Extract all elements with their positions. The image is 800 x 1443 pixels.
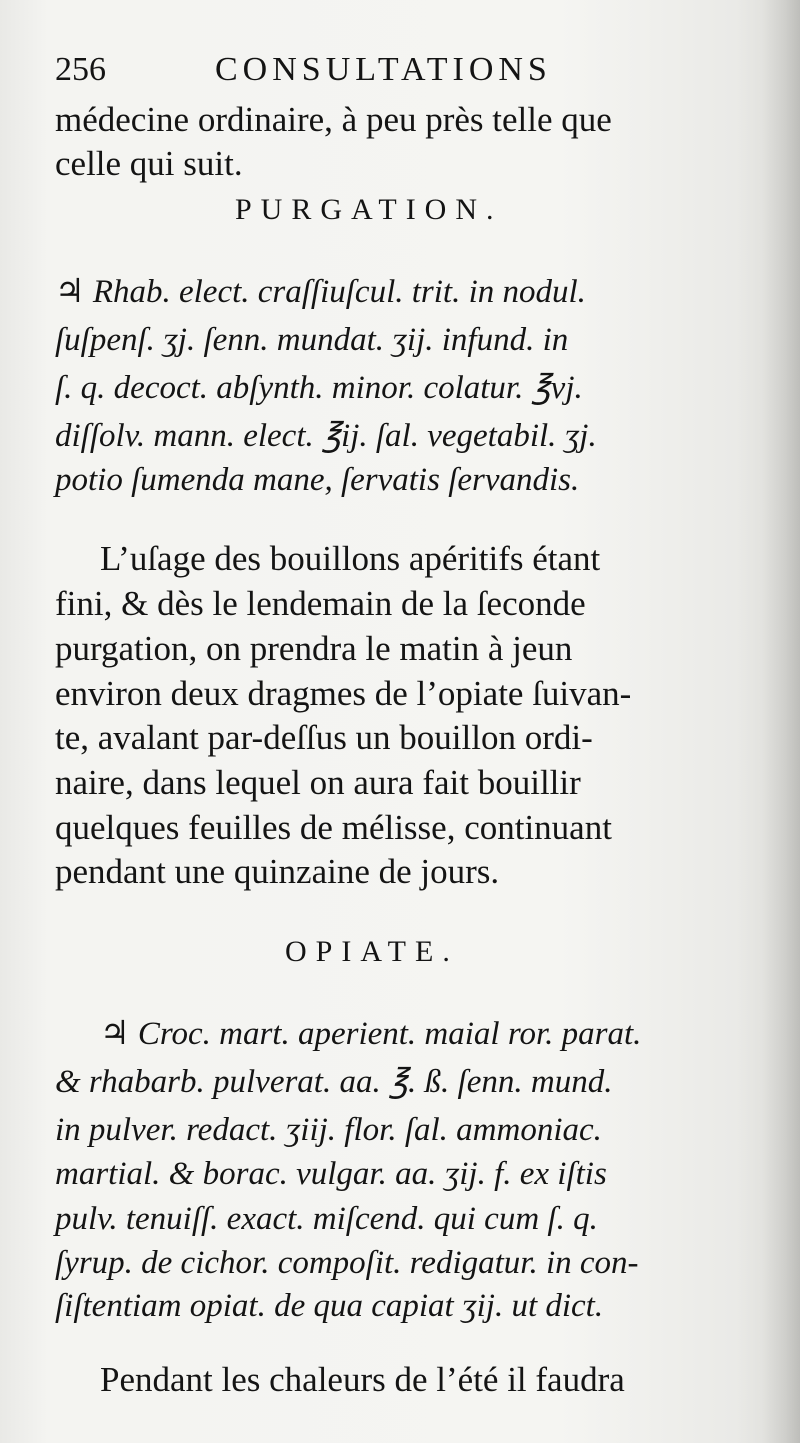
prescription-line: pulv. tenuiſſ. exact. miſcend. qui cum ſ. q. [55,1201,598,1237]
prescription-line: diſſolv. mann. elect. ℥ij. ſal. vegetabil. ʒj. [55,418,597,454]
paragraph-line: quelques feuilles de mélisse, continuant [55,808,612,847]
paragraph-line: te, avalant par-deſſus un bouillon ordi- [55,718,593,757]
paragraph-line: naire, dans lequel on aura fait bouillir [55,763,581,802]
prescription-line: & rhabarb. pulverat. aa. ℥. ß. ſenn. mund. [55,1064,613,1100]
running-head [55,48,755,92]
prescription-line: ♃ Rhab. elect. craſſiuſcul. trit. in nodul. [55,274,586,310]
prescription-line: potio ſumenda mane, ſervatis ſervandis. [55,462,580,498]
section-heading-opiate: OPIATE. [285,935,459,968]
paragraph-line: environ deux dragmes de l’opiate ſuivan- [55,674,632,713]
section-heading-purgation: PURGATION. [235,193,503,226]
running-title: CONSULTATIONS [215,51,552,88]
prescription-line: ſiſtentiam opiat. de qua capiat ʒij. ut dict. [55,1288,604,1324]
intro-line: médecine ordinaire, à peu près telle que [55,100,612,139]
paragraph-line: L’uſage des bouillons apéritifs étant [100,539,601,578]
closing-line: Pendant les chaleurs de l’été il faudra [100,1360,625,1399]
page-edge-shadow [762,0,800,1443]
prescription-line: ſuſpenſ. ʒj. ſenn. mundat. ʒij. infund. in [55,322,569,358]
intro-line: celle qui suit. [55,144,243,183]
paragraph-line: pendant une quinzaine de jours. [55,852,500,891]
page-number: 256 [55,51,106,88]
prescription-line: ♃ Croc. mart. aperient. maial ror. parat. [100,1016,642,1052]
prescription-line: martial. & borac. vulgar. aa. ʒij. f. ex iſtis [55,1156,607,1192]
paragraph-line: fini, & dès le lendemain de la ſeconde [55,584,586,623]
prescription-line: in pulver. redact. ʒiij. flor. ſal. ammoniac. [55,1112,602,1148]
prescription-line: ſ. q. decoct. abſynth. minor. colatur. ℥vj. [55,370,583,406]
prescription-line: ſyrup. de cichor. compoſit. redigatur. in con- [55,1245,639,1281]
paragraph-line: purgation, on prendra le matin à jeun [55,629,573,668]
